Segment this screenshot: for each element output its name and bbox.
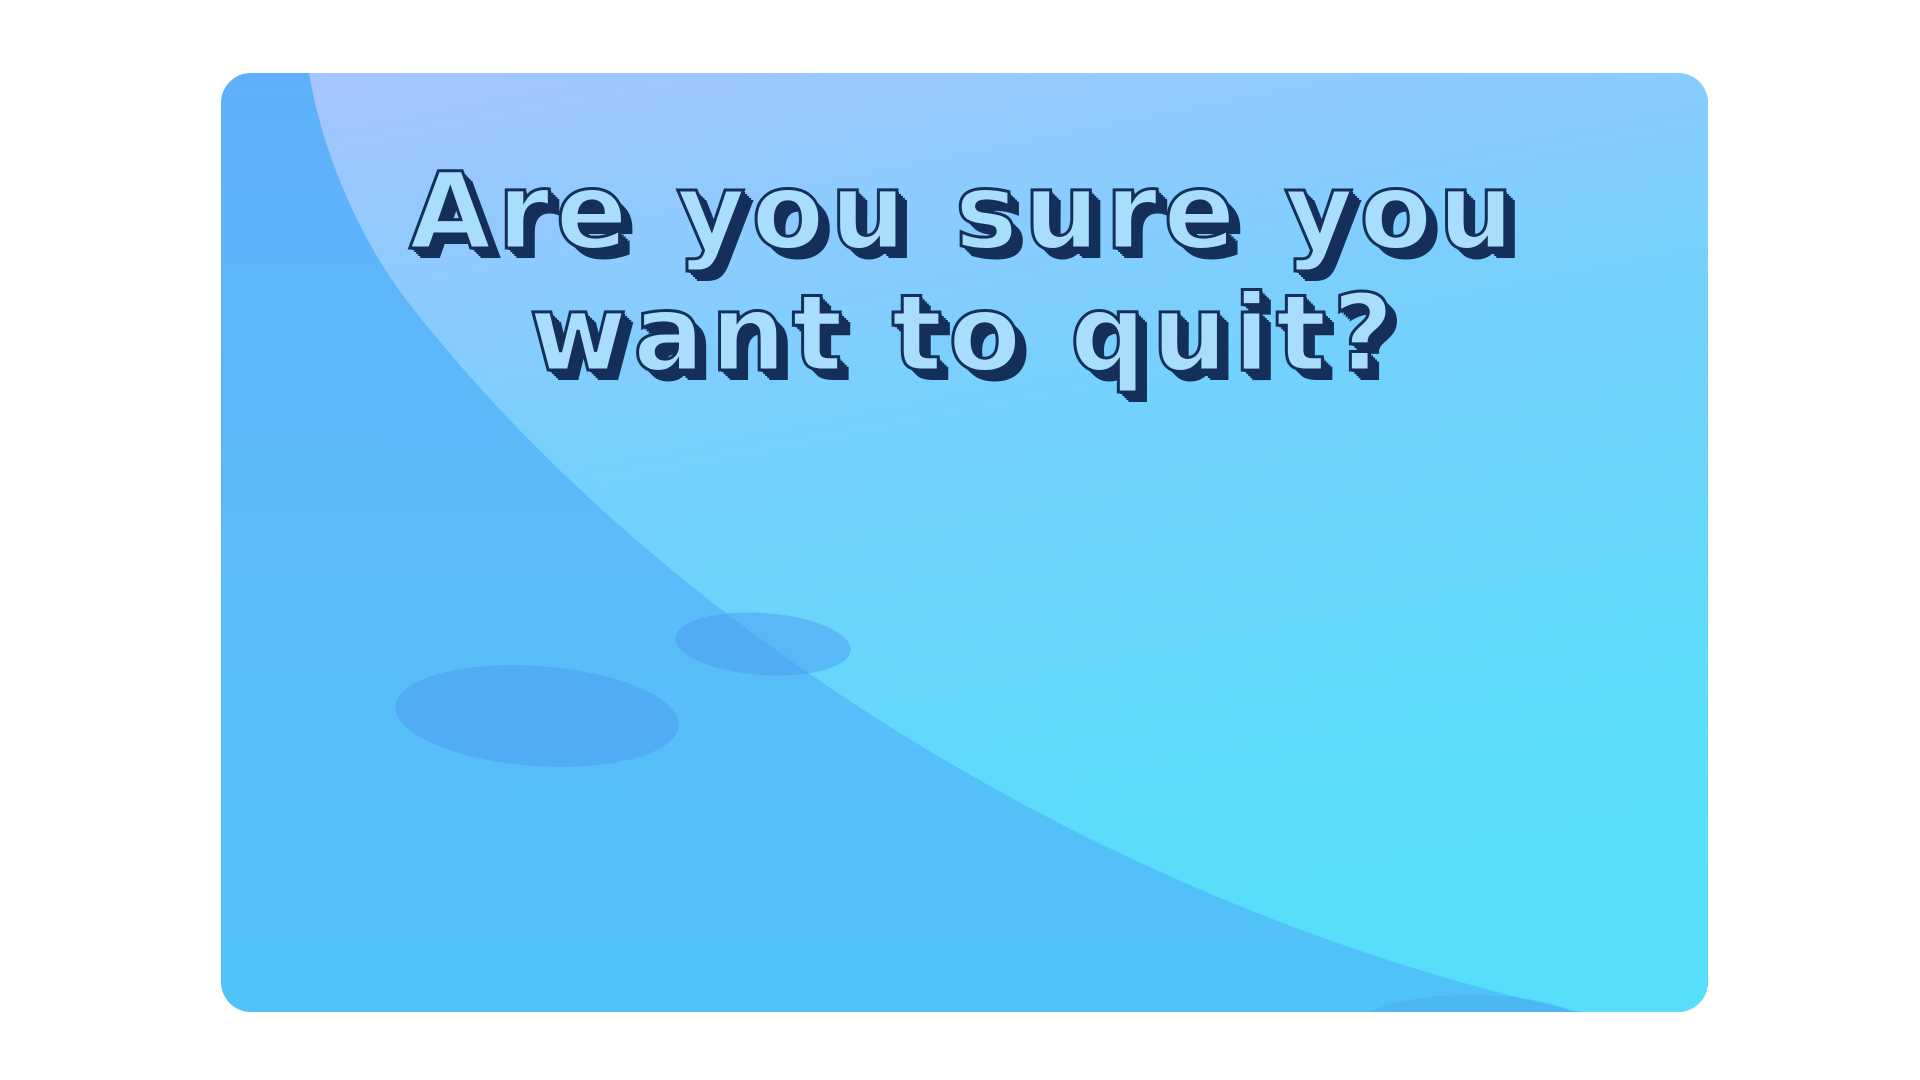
quit-confirm-title-line-2: want to quit? [529,272,1400,395]
quit-confirm-dialog [221,73,1708,1012]
quit-confirm-title [221,151,1708,395]
quit-confirm-title-line-1: Are you sure you [409,150,1520,273]
